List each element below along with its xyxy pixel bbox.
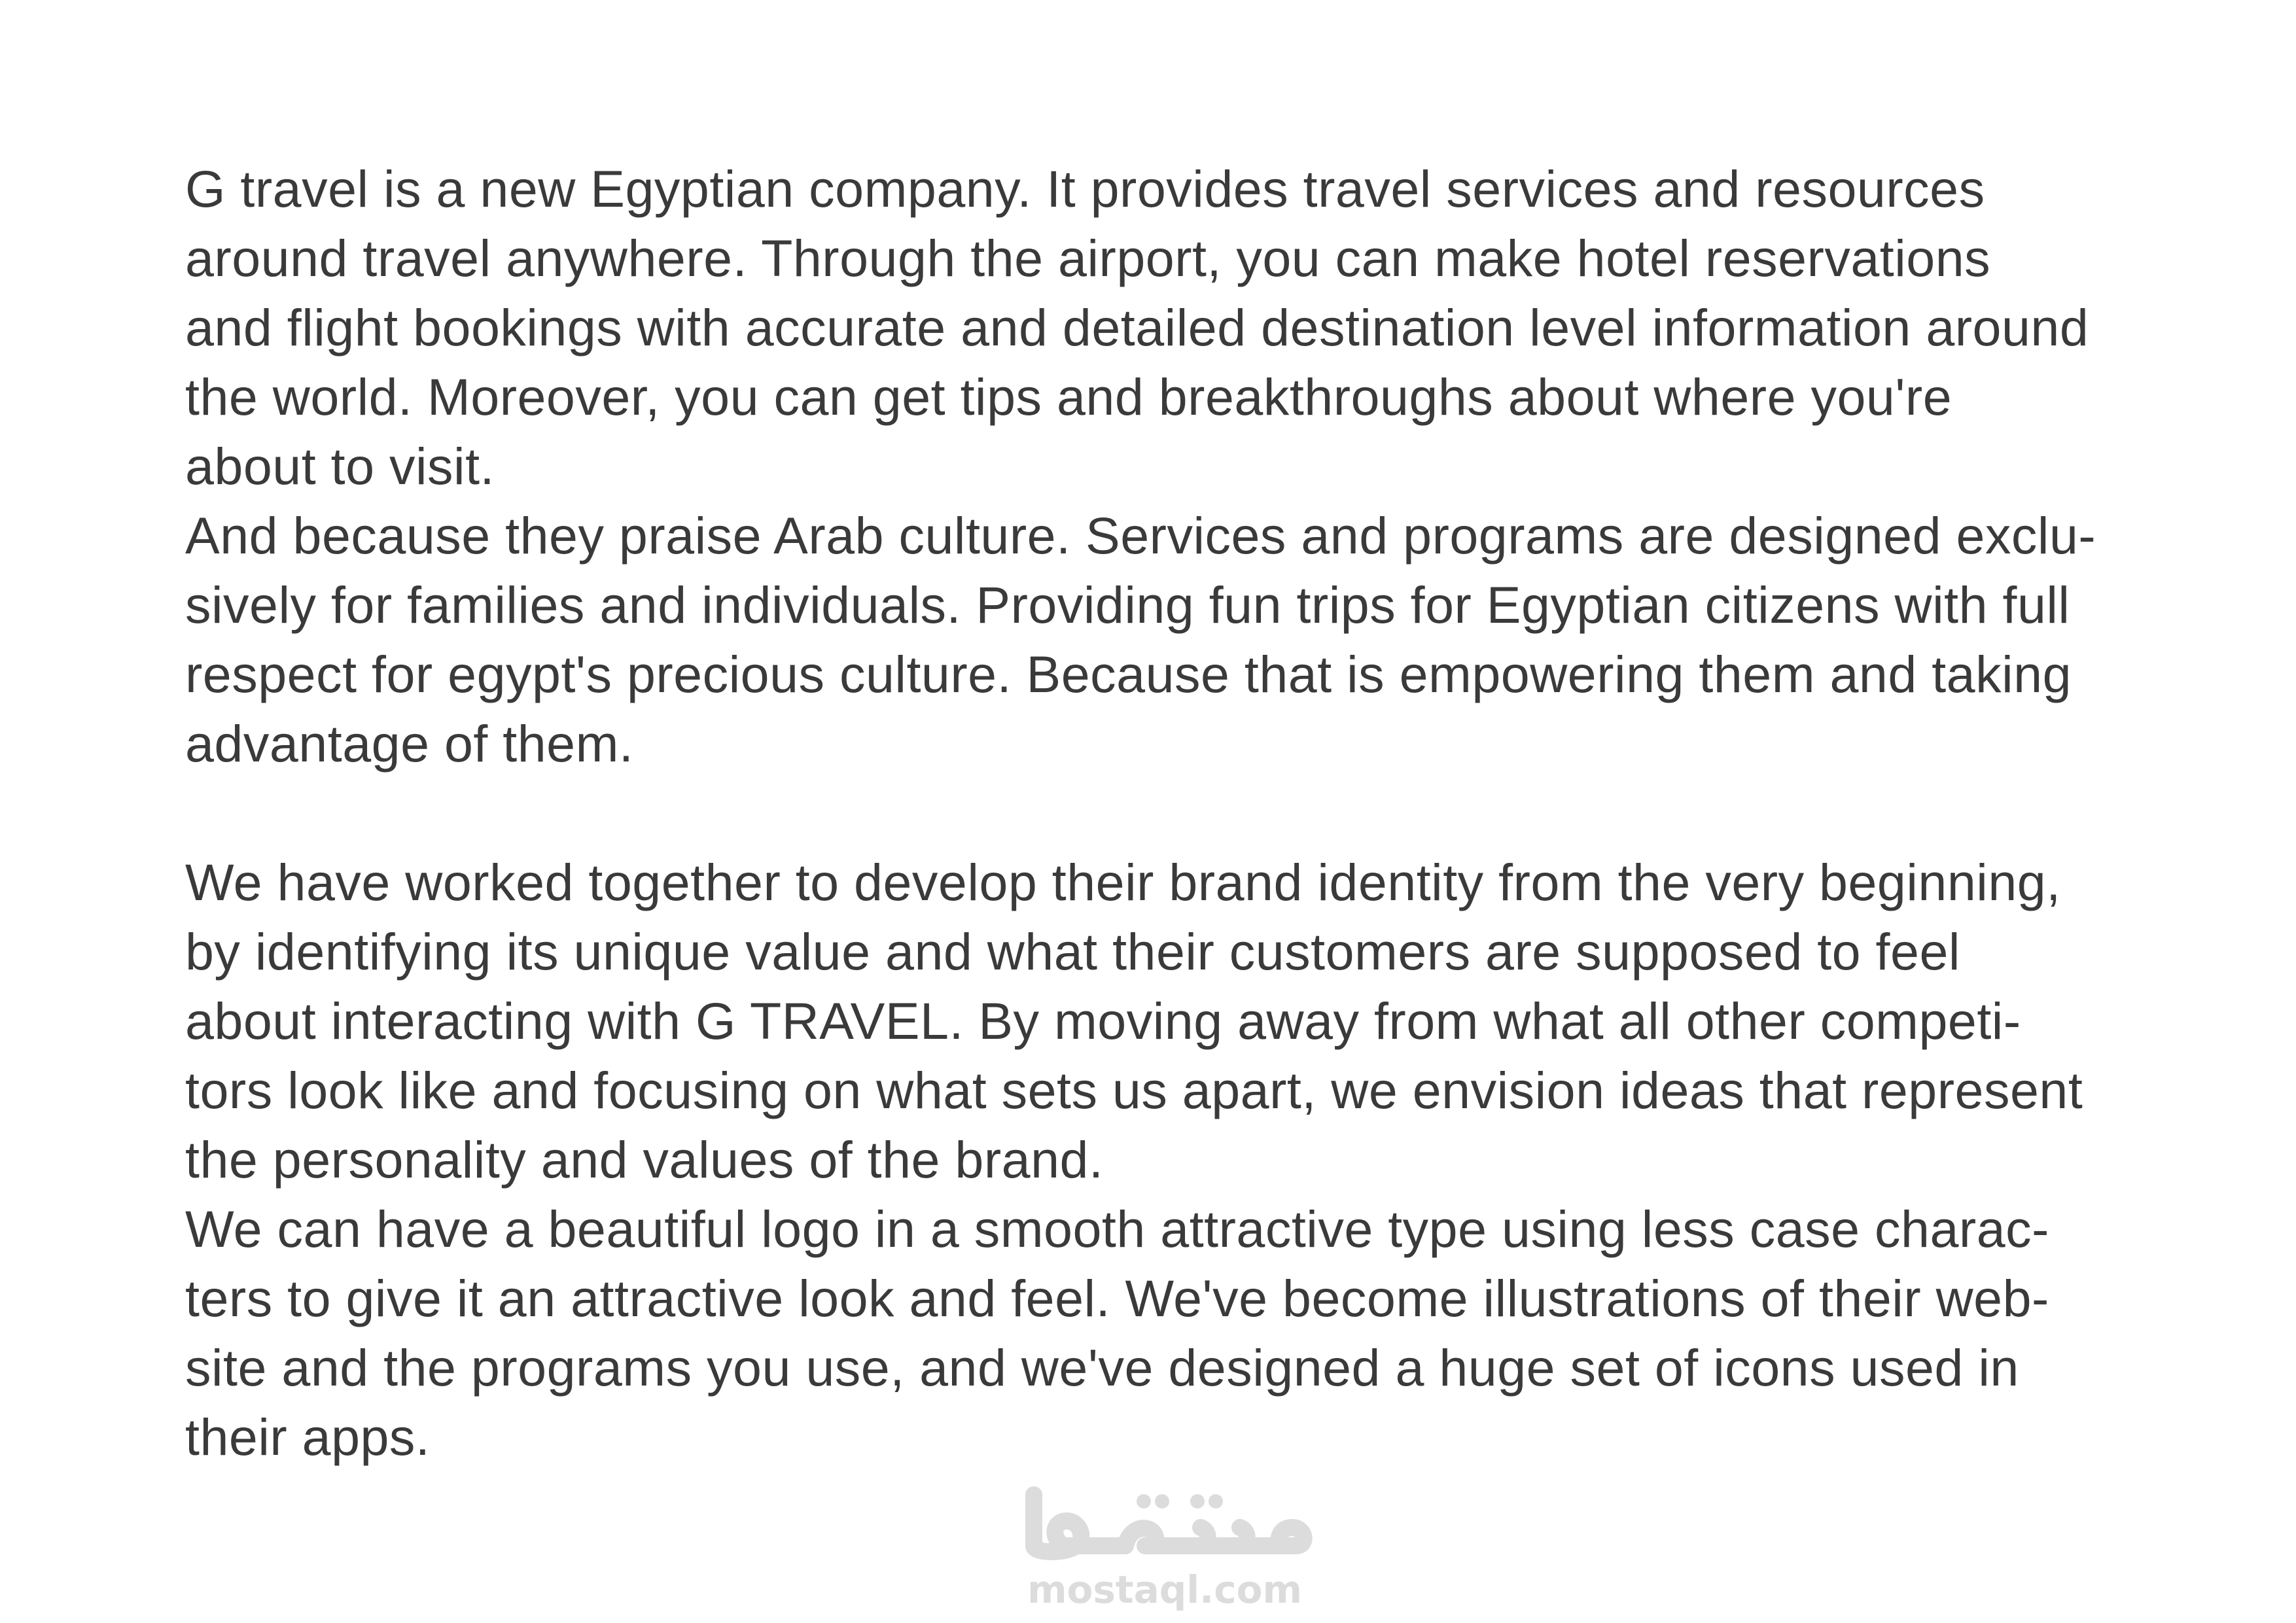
paragraph-3-line-2: by identifying its unique value and what their customers are supposed to feel: [185, 922, 1960, 981]
watermark-url: mostaql.com: [1027, 1567, 1302, 1612]
paragraph-4-line-2: ters to give it an attractive look and feel. We've become illustrations of their web-: [185, 1269, 2049, 1327]
paragraph-3-line-1: We have worked together to develop their brand identity from the very beginning,: [185, 853, 2061, 911]
paragraph-1-line-5: about to visit.: [185, 437, 495, 495]
paragraph-4-line-3: site and the programs you use, and we've designed a huge set of icons used in: [185, 1338, 2019, 1397]
paragraph-1-line-2: around travel anywhere. Through the airport, you can make hotel reservations: [185, 229, 1991, 287]
paragraph-1-line-3: and flight bookings with accurate and detailed destination level information around: [185, 298, 2089, 357]
paragraph-4-line-4: their apps.: [185, 1408, 431, 1466]
paragraph-4-line-1: We can have a beautiful logo in a smooth attractive type using less case charac-: [185, 1200, 2049, 1258]
paragraph-spacer: [185, 778, 2181, 848]
paragraph-2-line-4: advantage of them.: [185, 714, 634, 773]
mostaql-watermark: [1014, 1475, 1315, 1613]
paragraph-3-line-5: the personality and values of the brand.: [185, 1130, 1104, 1189]
paragraph-3-line-3: about interacting with G TRAVEL. By moving away from what all other competi-: [185, 992, 2021, 1050]
paragraph-2-line-3: respect for egypt's precious culture. Because that is empowering them and taking: [185, 645, 2072, 703]
body-text: [185, 154, 2181, 1472]
paragraph-2-line-2: sively for families and individuals. Providing fun trips for Egyptian citizens with full: [185, 576, 2070, 634]
paragraph-3-line-4: tors look like and focusing on what sets us apart, we envision ideas that represent: [185, 1061, 2083, 1119]
paragraph-2-line-1: And because they praise Arab culture. Services and programs are designed exclu-: [185, 506, 2096, 565]
mostaql-logo-icon: [1014, 1475, 1315, 1567]
paragraph-1-line-1: G travel is a new Egyptian company. It provides travel services and resources: [185, 160, 1985, 218]
paragraph-1-line-4: the world. Moreover, you can get tips and breakthroughs about where you're: [185, 368, 1952, 426]
